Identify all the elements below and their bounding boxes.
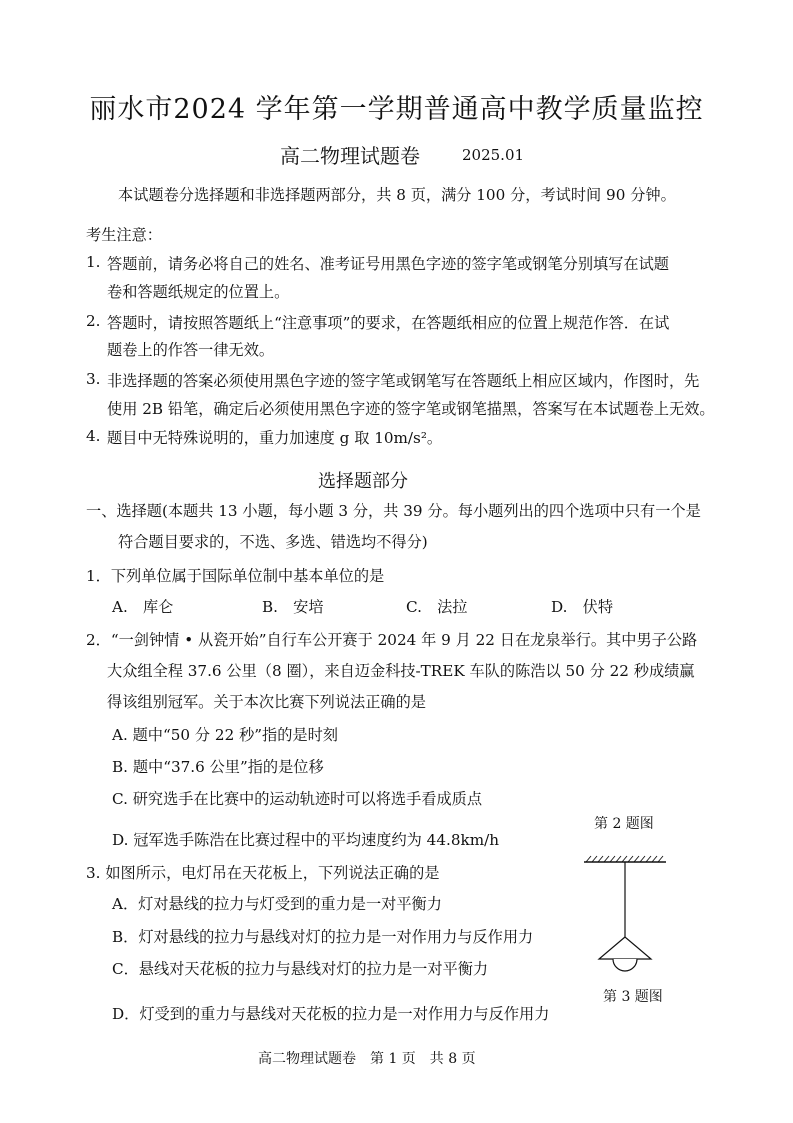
notice-heading: 考生注意： [86, 226, 162, 244]
q2-option-d: D. 冠军选手陈浩在比赛过程中的平均速度约为 44.8km/h [112, 831, 499, 849]
part-instruction-line1: 一、选择题(本题共 13 小题，每小题 3 分，共 39 分。每小题列出的四个选项中只有一个是 [86, 502, 701, 520]
notice-4-num: 4. [86, 427, 101, 445]
q3-figure-label: 第 3 题图 [603, 989, 663, 1005]
q2-option-b: B. 题中“37.6 公里”指的是位移 [112, 758, 324, 776]
q3-stem: 3. 如图所示，电灯吊在天花板上，下列说法正确的是 [86, 864, 440, 882]
q1-option-d: D. 伏特 [551, 598, 614, 616]
q3-option-a: A．灯对悬线的拉力与灯受到的重力是一对平衡力 [112, 895, 442, 913]
notice-3-line2: 使用 2B 铅笔，确定后必须使用黑色字迹的签字笔或钢笔描黑，答案写在本试题卷上无效。 [107, 400, 715, 418]
notice-1-line1: 答题前，请务必将自己的姓名、准考证号用黑色字迹的签字笔或钢笔分别填写在试题 [107, 255, 669, 273]
notice-2-line1: 答题时，请按照答题纸上“注意事项”的要求，在答题纸相应的位置上规范作答．在试 [107, 314, 670, 332]
page-footer: 高二物理试题卷 第 1 页 共 8 页 [258, 1051, 476, 1067]
q3-option-b: B．灯对悬线的拉力与悬线对灯的拉力是一对作用力与反作用力 [112, 928, 534, 946]
section-title: 选择题部分 [318, 471, 408, 492]
notice-1-line2: 卷和答题纸规定的位置上。 [107, 283, 290, 301]
q2-figure-label: 第 2 题图 [594, 816, 654, 832]
lamp-icon [599, 937, 651, 971]
notice-2-line2: 题卷上的作答一律无效。 [107, 341, 275, 359]
q3-hanging-lamp-figure [582, 852, 668, 980]
notice-4-line1: 题目中无特殊说明的，重力加速度 g 取 10m/s²。 [107, 429, 443, 447]
q3-option-d: D．灯受到的重力与悬线对天花板的拉力是一对作用力与反作用力 [112, 1005, 550, 1023]
q2-option-c: C. 研究选手在比赛中的运动轨迹时可以将选手看成质点 [112, 790, 483, 808]
notice-3-num: 3. [86, 370, 101, 388]
q1-stem: 1．下列单位属于国际单位制中基本单位的是 [86, 567, 385, 585]
q2-stem-line1: 2．“一剑钟情 • 从瓷开始”自行车公开赛于 2024 年 9 月 22 日在龙泉举行。其中男子公路 [86, 631, 698, 649]
notice-1-num: 1. [86, 253, 101, 271]
q1-option-b: B. 安培 [262, 598, 324, 616]
part-instruction-line2: 符合题目要求的，不选、多选、错选均不得分) [118, 533, 428, 551]
q2-option-a: A. 题中“50 分 22 秒”指的是时刻 [112, 726, 338, 744]
page-title: 丽水市2024 学年第一学期普通高中教学质量监控 [89, 94, 704, 125]
notice-2-num: 2. [86, 312, 101, 330]
intro-text: 本试题卷分选择题和非选择题两部分，共 8 页，满分 100 分，考试时间 90 分钟。 [118, 186, 676, 204]
exam-date: 2025.01 [462, 146, 525, 164]
ceiling-icon [584, 856, 666, 862]
q2-stem-line2: 大众组全程 37.6 公里（8 圈），来自迈金科技-TREK 车队的陈浩以 50 分 22 秒成绩赢 [107, 662, 695, 680]
exam-subtitle: 高二物理试题卷 [280, 144, 420, 168]
q1-option-c: C. 法拉 [406, 598, 468, 616]
q3-option-c: C．悬线对天花板的拉力与悬线对灯的拉力是一对平衡力 [112, 960, 489, 978]
q1-option-a: A. 库仑 [112, 598, 174, 616]
q2-stem-line3: 得该组别冠军。关于本次比赛下列说法正确的是 [107, 693, 426, 711]
notice-3-line1: 非选择题的答案必须使用黑色字迹的签字笔或钢笔写在答题纸上相应区域内，作图时，先 [107, 372, 700, 390]
